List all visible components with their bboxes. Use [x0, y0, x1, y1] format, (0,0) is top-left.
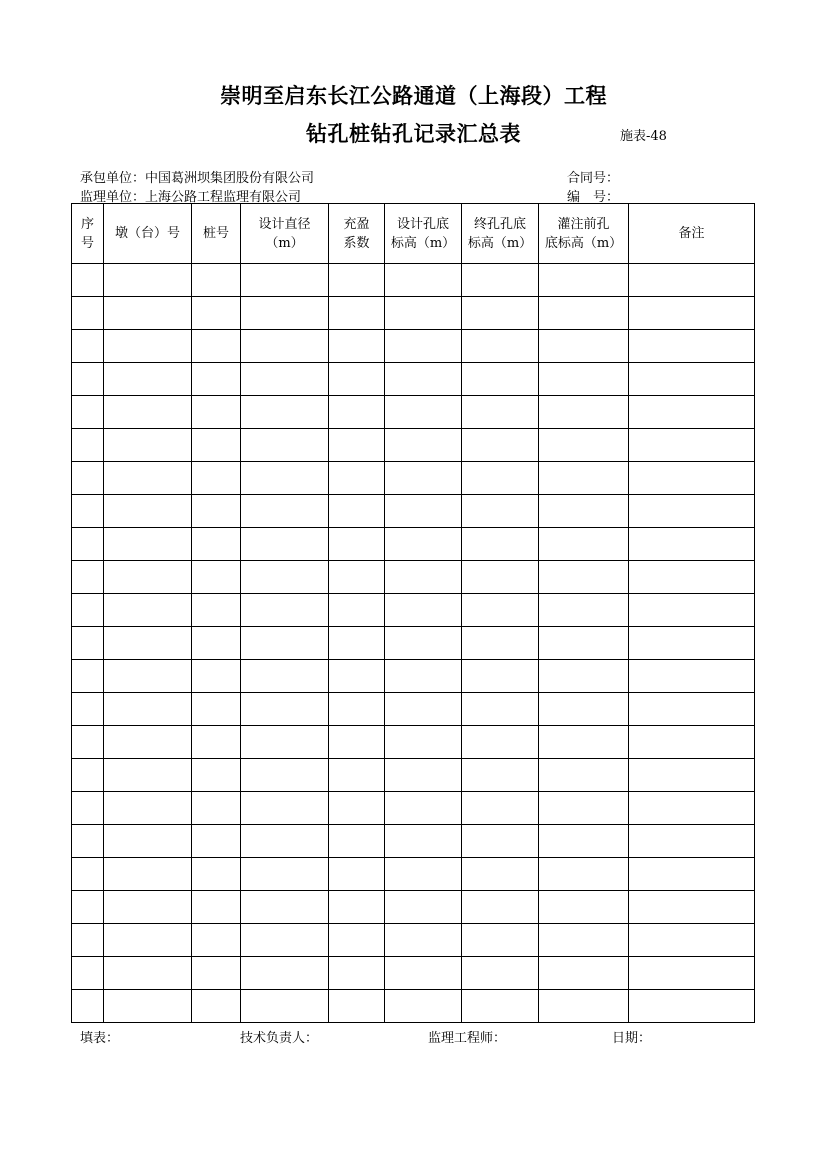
table-cell[interactable]	[539, 330, 629, 363]
table-cell[interactable]	[329, 264, 385, 297]
table-cell[interactable]	[72, 792, 104, 825]
table-cell[interactable]	[241, 858, 329, 891]
table-cell[interactable]	[539, 726, 629, 759]
table-cell[interactable]	[72, 957, 104, 990]
table-cell[interactable]	[539, 660, 629, 693]
table-cell[interactable]	[329, 594, 385, 627]
filler-label: 填表：	[80, 1031, 120, 1046]
table-cell[interactable]	[385, 396, 462, 429]
table-row	[72, 891, 755, 924]
table-cell[interactable]	[72, 297, 104, 330]
table-cell[interactable]	[385, 429, 462, 462]
table-cell[interactable]	[385, 528, 462, 561]
table-row	[72, 726, 755, 759]
table-cell[interactable]	[329, 363, 385, 396]
table-cell[interactable]	[462, 660, 539, 693]
table-cell[interactable]	[241, 660, 329, 693]
column-header-line: 标高（m）	[467, 235, 533, 251]
table-cell[interactable]	[462, 561, 539, 594]
table-cell[interactable]	[385, 561, 462, 594]
table-cell[interactable]	[629, 924, 755, 957]
table-cell[interactable]	[385, 594, 462, 627]
table-cell[interactable]	[104, 297, 192, 330]
table-cell[interactable]	[72, 924, 104, 957]
table-cell[interactable]	[104, 594, 192, 627]
document-title: 崇明至启东长江公路通道（上海段）工程	[220, 83, 607, 108]
table-cell[interactable]	[629, 594, 755, 627]
table-cell[interactable]	[104, 693, 192, 726]
table-cell[interactable]	[241, 891, 329, 924]
table-cell[interactable]	[329, 561, 385, 594]
table-cell[interactable]	[629, 792, 755, 825]
table-row	[72, 495, 755, 528]
table-cell[interactable]	[72, 330, 104, 363]
table-cell[interactable]	[192, 957, 241, 990]
table-cell[interactable]	[629, 825, 755, 858]
table-cell[interactable]	[329, 957, 385, 990]
table-cell[interactable]	[539, 759, 629, 792]
column-header-line: 底标高（m）	[544, 235, 623, 251]
table-cell[interactable]	[629, 660, 755, 693]
table-cell[interactable]	[539, 396, 629, 429]
column-header-line: 桩号	[202, 226, 229, 241]
table-cell[interactable]	[462, 825, 539, 858]
column-header-line: 设计孔底	[396, 216, 449, 232]
table-cell[interactable]	[462, 462, 539, 495]
table-cell[interactable]	[104, 429, 192, 462]
table-cell[interactable]	[192, 891, 241, 924]
table-cell[interactable]	[462, 693, 539, 726]
table-cell[interactable]	[72, 429, 104, 462]
table-cell[interactable]	[629, 528, 755, 561]
table-header-row	[72, 204, 755, 264]
table-cell[interactable]	[72, 858, 104, 891]
table-cell[interactable]	[104, 759, 192, 792]
column-header	[104, 204, 192, 264]
table-cell[interactable]	[385, 759, 462, 792]
table-cell[interactable]	[462, 990, 539, 1023]
table-cell[interactable]	[329, 693, 385, 726]
table-cell[interactable]	[629, 858, 755, 891]
table-cell[interactable]	[539, 495, 629, 528]
table-cell[interactable]	[241, 792, 329, 825]
table-cell[interactable]	[104, 792, 192, 825]
table-cell[interactable]	[329, 396, 385, 429]
table-cell[interactable]	[192, 924, 241, 957]
table-cell[interactable]	[192, 528, 241, 561]
table-cell[interactable]	[72, 726, 104, 759]
column-header-line: 充盈	[343, 216, 370, 232]
table-cell[interactable]	[192, 825, 241, 858]
table-row	[72, 594, 755, 627]
table-cell[interactable]	[629, 429, 755, 462]
column-header-line: 设计直径	[258, 216, 311, 232]
column-header	[329, 204, 385, 264]
table-cell[interactable]	[241, 924, 329, 957]
table-row	[72, 825, 755, 858]
column-header	[385, 204, 462, 264]
table-cell[interactable]	[104, 957, 192, 990]
table-cell[interactable]	[329, 495, 385, 528]
table-cell[interactable]	[241, 330, 329, 363]
table-cell[interactable]	[385, 858, 462, 891]
table-cell[interactable]	[72, 660, 104, 693]
table-cell[interactable]	[329, 759, 385, 792]
contractor-line	[80, 167, 314, 186]
table-cell[interactable]	[329, 429, 385, 462]
table-cell[interactable]	[462, 495, 539, 528]
table-cell[interactable]	[192, 297, 241, 330]
table-cell[interactable]	[385, 891, 462, 924]
table-cell[interactable]	[539, 561, 629, 594]
column-header	[629, 204, 755, 264]
table-cell[interactable]	[385, 264, 462, 297]
column-header-line: 序	[80, 216, 94, 232]
table-cell[interactable]	[462, 396, 539, 429]
table-row	[72, 429, 755, 462]
table-cell[interactable]	[539, 924, 629, 957]
table-cell[interactable]	[385, 330, 462, 363]
column-header-line: 灌注前孔	[557, 216, 610, 232]
table-cell[interactable]	[385, 297, 462, 330]
table-cell[interactable]	[192, 792, 241, 825]
table-cell[interactable]	[462, 858, 539, 891]
table-cell[interactable]	[104, 561, 192, 594]
table-cell[interactable]	[104, 990, 192, 1023]
table-cell[interactable]	[192, 396, 241, 429]
table-cell[interactable]	[462, 330, 539, 363]
supervisor-value: 上海公路工程监理有限公司	[145, 190, 302, 205]
contract-number-label: 合同号：	[567, 171, 620, 186]
table-row	[72, 264, 755, 297]
tech-lead-label: 技术负责人：	[240, 1031, 319, 1046]
table-row	[72, 627, 755, 660]
table-cell[interactable]	[385, 825, 462, 858]
column-header-line: 备注	[678, 226, 705, 241]
table-cell[interactable]	[539, 429, 629, 462]
table-cell[interactable]	[72, 396, 104, 429]
table-cell[interactable]	[385, 660, 462, 693]
table-cell[interactable]	[629, 495, 755, 528]
table-cell[interactable]	[329, 990, 385, 1023]
table-cell[interactable]	[539, 693, 629, 726]
table-cell[interactable]	[241, 264, 329, 297]
table-cell[interactable]	[329, 792, 385, 825]
table-cell[interactable]	[462, 792, 539, 825]
table-row	[72, 924, 755, 957]
table-cell[interactable]	[462, 429, 539, 462]
table-cell[interactable]	[192, 495, 241, 528]
serial-number-label: 编 号：	[567, 190, 620, 205]
table-cell[interactable]	[241, 462, 329, 495]
table-cell[interactable]	[462, 363, 539, 396]
table-row	[72, 561, 755, 594]
table-cell[interactable]	[241, 297, 329, 330]
table-cell[interactable]	[539, 264, 629, 297]
table-cell[interactable]	[72, 825, 104, 858]
column-header-line: 系数	[343, 235, 370, 251]
table-cell[interactable]	[462, 594, 539, 627]
table-cell[interactable]	[329, 924, 385, 957]
table-cell[interactable]	[241, 363, 329, 396]
table-cell[interactable]	[241, 957, 329, 990]
table-cell[interactable]	[385, 990, 462, 1023]
table-cell[interactable]	[385, 726, 462, 759]
table-cell[interactable]	[241, 561, 329, 594]
table-cell[interactable]	[385, 363, 462, 396]
column-header	[462, 204, 539, 264]
table-cell[interactable]	[385, 693, 462, 726]
table-row	[72, 957, 755, 990]
table-cell[interactable]	[539, 594, 629, 627]
column-header-line: 标高（m）	[390, 235, 456, 251]
table-cell[interactable]	[329, 330, 385, 363]
table-cell[interactable]	[192, 726, 241, 759]
table-cell[interactable]	[72, 495, 104, 528]
table-cell[interactable]	[385, 924, 462, 957]
engineer-label: 监理工程师：	[428, 1031, 507, 1046]
table-row	[72, 330, 755, 363]
table-cell[interactable]	[104, 627, 192, 660]
column-header-line: 号	[80, 235, 94, 251]
table-cell[interactable]	[72, 693, 104, 726]
table-cell[interactable]	[192, 561, 241, 594]
table-cell[interactable]	[329, 297, 385, 330]
table-row	[72, 528, 755, 561]
table-cell[interactable]	[329, 660, 385, 693]
column-header	[539, 204, 629, 264]
table-cell[interactable]	[539, 363, 629, 396]
table-cell[interactable]	[329, 627, 385, 660]
table-cell[interactable]	[539, 627, 629, 660]
table-cell[interactable]	[629, 363, 755, 396]
table-cell[interactable]	[539, 792, 629, 825]
column-header-line: 墩（台）号	[114, 226, 180, 241]
table-cell[interactable]	[629, 957, 755, 990]
table-cell[interactable]	[241, 528, 329, 561]
table-row	[72, 297, 755, 330]
table-cell[interactable]	[629, 891, 755, 924]
table-cell[interactable]	[104, 396, 192, 429]
table-cell[interactable]	[192, 462, 241, 495]
table-cell[interactable]	[385, 462, 462, 495]
table-row	[72, 693, 755, 726]
table-cell[interactable]	[192, 990, 241, 1023]
table-cell[interactable]	[192, 858, 241, 891]
column-header	[241, 204, 329, 264]
contractor-label: 承包单位：	[80, 171, 146, 186]
table-cell[interactable]	[104, 924, 192, 957]
table-cell[interactable]	[329, 891, 385, 924]
table-cell[interactable]	[72, 264, 104, 297]
table-cell[interactable]	[241, 825, 329, 858]
table-cell[interactable]	[629, 330, 755, 363]
supervisor-label: 监理单位：	[80, 190, 146, 205]
table-cell[interactable]	[385, 627, 462, 660]
drilling-record-table	[71, 203, 755, 1023]
table-cell[interactable]	[629, 396, 755, 429]
table-cell[interactable]	[539, 990, 629, 1023]
table-row	[72, 660, 755, 693]
contractor-value: 中国葛洲坝集团股份有限公司	[145, 171, 315, 186]
table-cell[interactable]	[629, 627, 755, 660]
table-cell[interactable]	[462, 924, 539, 957]
table-cell[interactable]	[104, 462, 192, 495]
table-cell[interactable]	[539, 825, 629, 858]
table-cell[interactable]	[192, 363, 241, 396]
table-cell[interactable]	[72, 528, 104, 561]
table-cell[interactable]	[629, 462, 755, 495]
table-cell[interactable]	[329, 528, 385, 561]
table-row	[72, 396, 755, 429]
table-cell[interactable]	[539, 891, 629, 924]
table-cell[interactable]	[241, 594, 329, 627]
table-cell[interactable]	[104, 858, 192, 891]
table-cell[interactable]	[539, 528, 629, 561]
table-cell[interactable]	[462, 297, 539, 330]
table-cell[interactable]	[72, 627, 104, 660]
table-cell[interactable]	[241, 693, 329, 726]
table-row	[72, 858, 755, 891]
table-cell[interactable]	[72, 891, 104, 924]
table-cell[interactable]	[241, 495, 329, 528]
table-cell[interactable]	[192, 627, 241, 660]
table-cell[interactable]	[329, 726, 385, 759]
table-row	[72, 759, 755, 792]
table-cell[interactable]	[462, 957, 539, 990]
table-cell[interactable]	[72, 561, 104, 594]
table-cell[interactable]	[462, 759, 539, 792]
table-cell[interactable]	[104, 726, 192, 759]
date-label: 日期：	[612, 1031, 652, 1046]
table-cell[interactable]	[104, 825, 192, 858]
table-cell[interactable]	[192, 429, 241, 462]
document-subtitle: 钻孔桩钻孔记录汇总表	[306, 121, 521, 146]
table-cell[interactable]	[385, 495, 462, 528]
table-cell[interactable]	[629, 297, 755, 330]
table-cell[interactable]	[629, 693, 755, 726]
form-number: 施表-48	[620, 129, 667, 144]
table-cell[interactable]	[104, 330, 192, 363]
table-cell[interactable]	[539, 957, 629, 990]
table-cell[interactable]	[192, 330, 241, 363]
table-cell[interactable]	[539, 858, 629, 891]
table-cell[interactable]	[462, 891, 539, 924]
column-header-line: （m）	[265, 235, 304, 251]
table-cell[interactable]	[192, 660, 241, 693]
table-cell[interactable]	[72, 990, 104, 1023]
table-cell[interactable]	[629, 561, 755, 594]
table-row	[72, 462, 755, 495]
table-row	[72, 990, 755, 1023]
table-cell[interactable]	[629, 759, 755, 792]
column-header	[72, 204, 104, 264]
table-cell[interactable]	[462, 627, 539, 660]
table-cell[interactable]	[241, 627, 329, 660]
table-cell[interactable]	[629, 990, 755, 1023]
table-cell[interactable]	[629, 726, 755, 759]
table-cell[interactable]	[192, 264, 241, 297]
table-cell[interactable]	[72, 759, 104, 792]
table-row	[72, 792, 755, 825]
table-cell[interactable]	[539, 462, 629, 495]
table-cell[interactable]	[629, 264, 755, 297]
table-cell[interactable]	[329, 858, 385, 891]
table-cell[interactable]	[72, 594, 104, 627]
table-cell[interactable]	[241, 726, 329, 759]
table-cell[interactable]	[104, 660, 192, 693]
table-cell[interactable]	[104, 495, 192, 528]
table-cell[interactable]	[385, 957, 462, 990]
table-cell[interactable]	[192, 594, 241, 627]
table-cell[interactable]	[539, 297, 629, 330]
table-cell[interactable]	[241, 990, 329, 1023]
table-cell[interactable]	[192, 759, 241, 792]
table-cell[interactable]	[192, 693, 241, 726]
table-body	[72, 264, 755, 1023]
table-cell[interactable]	[104, 363, 192, 396]
column-header	[192, 204, 241, 264]
table-cell[interactable]	[241, 429, 329, 462]
table-cell[interactable]	[104, 264, 192, 297]
table-cell[interactable]	[462, 528, 539, 561]
table-cell[interactable]	[329, 825, 385, 858]
table-cell[interactable]	[72, 363, 104, 396]
table-cell[interactable]	[241, 396, 329, 429]
table-row	[72, 363, 755, 396]
column-header-line: 终孔孔底	[473, 216, 526, 232]
table-cell[interactable]	[385, 792, 462, 825]
table-cell[interactable]	[72, 462, 104, 495]
table-cell[interactable]	[462, 264, 539, 297]
table-cell[interactable]	[329, 462, 385, 495]
table-cell[interactable]	[241, 759, 329, 792]
table-cell[interactable]	[462, 726, 539, 759]
table-cell[interactable]	[104, 528, 192, 561]
table-cell[interactable]	[104, 891, 192, 924]
